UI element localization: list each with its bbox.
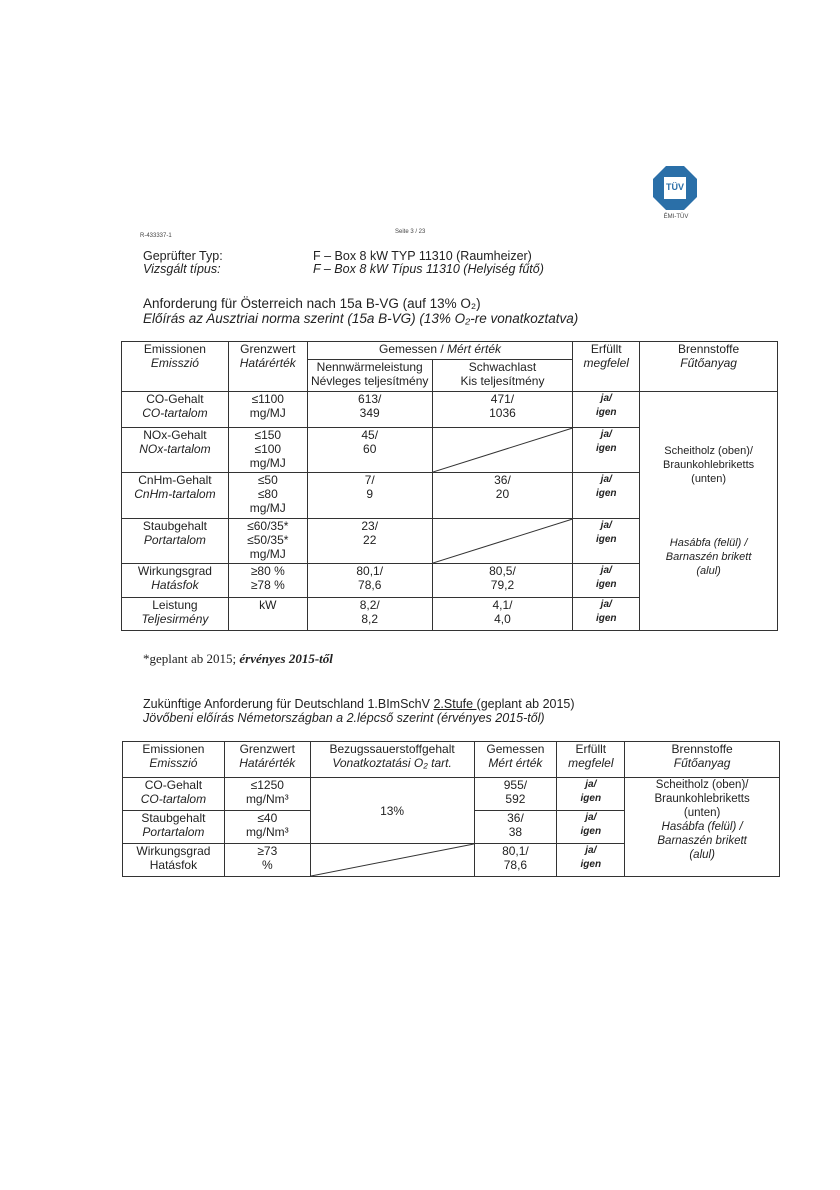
header-fuels xyxy=(640,342,778,392)
cell-text: 36/ xyxy=(507,811,524,825)
header-emissions xyxy=(123,742,225,778)
fuels-cell xyxy=(625,778,780,877)
cell-text: ≥73 xyxy=(257,844,278,858)
cell-text: Emissionen xyxy=(143,342,206,356)
limit-value xyxy=(224,778,310,811)
cell-text: ja/ xyxy=(600,599,612,610)
cell-text: ≤80 xyxy=(257,487,278,501)
cell-text: Határérték xyxy=(239,356,296,370)
cell-text: Mért érték xyxy=(488,756,543,770)
section2-title-de xyxy=(143,697,575,711)
cell-text: ≤50/35* xyxy=(247,533,289,547)
fulfilled-value xyxy=(557,778,625,811)
cell-text: ja/ xyxy=(585,779,597,790)
cell-text: ja/ xyxy=(600,520,612,531)
cell-text: Leistung xyxy=(152,598,198,612)
page-number: Seite 3 / 23 xyxy=(395,229,426,235)
emissions-table-germany xyxy=(122,741,780,877)
cell-text: Teljesirmény xyxy=(141,612,209,626)
cell-text: NOx-tartalom xyxy=(139,442,211,456)
cell-text: ja/ xyxy=(585,812,597,823)
header-fulfilled xyxy=(557,742,625,778)
cell-text: ≤50 xyxy=(257,473,278,487)
partial-value xyxy=(432,564,573,598)
fulfilled-value xyxy=(573,428,640,473)
emission-name xyxy=(122,519,229,564)
cell-text: ≤1100 xyxy=(251,392,284,406)
cell-text: igen xyxy=(595,443,617,454)
cell-text: Hatásfok xyxy=(151,578,199,592)
cell-text: 45/ xyxy=(361,428,379,442)
partial-value xyxy=(432,519,573,564)
reference-oxygen-value xyxy=(310,778,474,844)
header-reference-oxygen xyxy=(310,742,474,778)
not-applicable-slash xyxy=(311,844,474,876)
cell-text: Erfüllt xyxy=(590,342,622,356)
cell-text: CO-tartalom xyxy=(140,792,207,806)
partial-value xyxy=(432,428,573,473)
cell-text: CO-Gehalt xyxy=(146,392,204,406)
cell-text: Határérték xyxy=(239,756,296,770)
cell-text: Barnaszén brikett xyxy=(657,835,747,847)
cell-text: CnHm-tartalom xyxy=(134,487,216,501)
header-limit xyxy=(228,342,307,392)
cell-text: Braunkohlebriketts xyxy=(654,793,750,805)
cell-text: Névleges teljesítmény xyxy=(311,374,429,388)
cell-text: 1036 xyxy=(489,406,516,420)
cell-text: (alul) xyxy=(689,849,715,861)
logo-caption: ÉMI-TÜV xyxy=(663,214,689,220)
cell-text: 613/ xyxy=(358,392,382,406)
cell-text: 9 xyxy=(366,487,374,501)
limit-value xyxy=(228,392,307,428)
limit-value xyxy=(224,811,310,844)
cell-text: Hasábfa (felül) / xyxy=(669,537,748,549)
not-applicable-slash xyxy=(433,428,573,472)
cell-text: Scheitholz (oben)/ xyxy=(664,445,753,457)
cell-text: igen xyxy=(580,793,602,804)
partial-value xyxy=(432,392,573,428)
cell-text: (geplant ab 2015) xyxy=(476,697,575,711)
nominal-value xyxy=(307,428,432,473)
cell-text: Staubgehalt xyxy=(141,811,206,825)
cell-text: ja/ xyxy=(600,565,612,576)
cell-text: (unten) xyxy=(691,473,727,485)
cell-text: 4,1/ xyxy=(492,598,513,612)
cell-text: Braunkohlebriketts xyxy=(663,459,755,471)
measured-value xyxy=(474,778,557,811)
cell-text: Portartalom xyxy=(142,825,205,839)
fuels-cell xyxy=(640,392,778,631)
limit-value xyxy=(228,598,307,631)
cell-text: mg/MJ xyxy=(249,406,286,420)
cell-text: Barnaszén brikett xyxy=(665,551,752,563)
cell-text: 592 xyxy=(505,792,526,806)
cell-text: ja/ xyxy=(600,474,612,485)
cell-text: mg/MJ xyxy=(249,547,286,561)
cell-text: Wirkungsgrad xyxy=(136,844,211,858)
cell-text: (unten) xyxy=(683,807,721,819)
emission-name xyxy=(123,844,225,877)
footnote xyxy=(143,651,333,667)
emission-name xyxy=(122,392,229,428)
cell-text: 20 xyxy=(495,487,510,501)
limit-value xyxy=(228,473,307,519)
cell-text: Grenzwert xyxy=(239,742,295,756)
cell-text: Emisszió xyxy=(149,756,198,770)
cell-text: CO-tartalom xyxy=(142,406,208,420)
cell-text: CnHm-Gehalt xyxy=(138,473,212,487)
cell-text: mg/MJ xyxy=(249,501,286,515)
cell-text: Vonatkoztatási O₂ tart. xyxy=(332,756,452,770)
cell-text: ja/ xyxy=(600,393,612,404)
cell-text: Scheitholz (oben)/ xyxy=(655,779,749,791)
cell-text: Emissionen xyxy=(142,742,205,756)
fulfilled-value xyxy=(573,564,640,598)
cell-text: ≥78 % xyxy=(250,578,285,592)
section2-title-hu: Jövőbeni előírás Németországban a 2.lépcső szerint (érvényes 2015-től) xyxy=(143,711,545,725)
cell-text: 23/ xyxy=(361,519,379,533)
cell-text: ≤150 xyxy=(254,428,282,442)
cell-text: igen xyxy=(580,859,602,870)
nominal-value xyxy=(307,473,432,519)
document-id: R-433337-1 xyxy=(140,233,172,239)
cell-text: ≤40 xyxy=(257,811,278,825)
fulfilled-value xyxy=(557,811,625,844)
cell-text: mg/Nm³ xyxy=(245,792,289,806)
cell-text: 36/ xyxy=(494,473,511,487)
cell-text: Staubgehalt xyxy=(142,519,207,533)
fulfilled-value xyxy=(573,598,640,631)
not-applicable-slash xyxy=(433,519,573,563)
cell-text: 78,6 xyxy=(358,578,382,592)
cell-text: ≤100 xyxy=(254,442,282,456)
reference-oxygen-na xyxy=(310,844,474,877)
cell-text: Grenzwert xyxy=(240,342,296,356)
emission-name xyxy=(123,778,225,811)
emission-name xyxy=(122,428,229,473)
cell-text: ≤60/35* xyxy=(247,519,289,533)
table-row xyxy=(122,392,778,428)
cell-text: Bezugssauerstoffgehalt xyxy=(329,742,455,756)
type-label-hu: Vizsgált típus: xyxy=(143,262,221,276)
cell-text: Erfüllt xyxy=(575,742,607,756)
cell-text: megfelel xyxy=(568,756,614,770)
cell-text: Kis teljesítmény xyxy=(460,374,545,388)
cell-text: Zukünftige Anforderung für Deutschland 1.BImSchV xyxy=(143,697,434,711)
cell-text: Hasábfa (felül) / xyxy=(661,821,743,833)
type-value-de: F – Box 8 kW TYP 11310 (Raumheizer) xyxy=(313,249,532,263)
table-row xyxy=(123,778,780,811)
header-partial-load xyxy=(432,360,573,392)
cell-text: 349 xyxy=(359,406,380,420)
emission-name xyxy=(122,598,229,631)
cell-text: megfelel xyxy=(583,356,629,370)
nominal-value xyxy=(307,598,432,631)
cell-text: ja/ xyxy=(600,429,612,440)
type-value-hu: F – Box 8 kW Típus 11310 (Helyiség fűtő) xyxy=(313,262,544,276)
cell-text: Fűtőanyag xyxy=(680,356,737,370)
cell-text: mg/MJ xyxy=(249,456,286,470)
header-fulfilled xyxy=(573,342,640,392)
cell-text: 79,2 xyxy=(490,578,515,592)
section1-title-hu: Előírás az Ausztriai norma szerint (15a B-VG) (13% O₂-re vonatkoztatva) xyxy=(143,311,579,326)
fulfilled-value xyxy=(573,519,640,564)
cell-text: 78,6 xyxy=(503,858,528,872)
cell-text: érvényes 2015-től xyxy=(239,651,333,666)
measured-value xyxy=(474,844,557,877)
measured-value xyxy=(474,811,557,844)
nominal-value xyxy=(307,392,432,428)
cell-text: 22 xyxy=(363,533,377,547)
cell-text: ≥80 % xyxy=(250,564,285,578)
cell-text: 60 xyxy=(363,442,377,456)
cell-text: (alul) xyxy=(696,565,721,577)
limit-value xyxy=(224,844,310,877)
emission-name xyxy=(122,564,229,598)
header-limit xyxy=(224,742,310,778)
header-measured xyxy=(474,742,557,778)
cell-text: Brennstoffe xyxy=(671,742,733,756)
cell-text: 13% xyxy=(380,803,405,818)
cell-text: igen xyxy=(595,488,617,499)
cell-text: Wirkungsgrad xyxy=(137,564,212,578)
nominal-value xyxy=(307,564,432,598)
cell-text: Fűtőanyag xyxy=(673,756,731,770)
cell-text: igen xyxy=(595,407,617,418)
cell-text: 80,1/ xyxy=(356,564,384,578)
limit-value xyxy=(228,564,307,598)
cell-text: Emisszió xyxy=(150,356,199,370)
emission-name xyxy=(122,473,229,519)
cell-text: 955/ xyxy=(503,778,528,792)
limit-value xyxy=(228,428,307,473)
header-nominal-load xyxy=(307,360,432,392)
cell-text: kW xyxy=(259,598,277,612)
cell-text: Hatásfok xyxy=(149,858,198,872)
cell-text: ja/ xyxy=(585,845,597,856)
cell-text: Nennwärmeleistung xyxy=(316,360,423,374)
cell-text: 4,0 xyxy=(494,612,511,626)
cell-text: % xyxy=(261,858,273,872)
cell-text: CO-Gehalt xyxy=(144,778,203,792)
cell-text: 2.Stufe xyxy=(433,697,477,711)
cell-text: ≤1250 xyxy=(250,778,284,792)
header-fuels xyxy=(625,742,780,778)
limit-value xyxy=(228,519,307,564)
cell-text: Gemessen / xyxy=(378,342,448,356)
cell-text: igen xyxy=(595,534,617,545)
cell-text: Mért érték xyxy=(447,342,502,356)
cell-text: 8,2 xyxy=(361,612,379,626)
cell-text: 8,2/ xyxy=(359,598,380,612)
cell-text: Gemessen xyxy=(486,742,545,756)
cell-text: Portartalom xyxy=(143,533,206,547)
fulfilled-value xyxy=(557,844,625,877)
cell-text: igen xyxy=(580,826,602,837)
cell-text: 471/ xyxy=(490,392,515,406)
header-measured xyxy=(307,342,573,360)
cell-text: Schwachlast xyxy=(468,360,537,374)
cell-text: 80,1/ xyxy=(502,844,529,858)
emissions-table-austria xyxy=(121,341,778,631)
cell-text: 80,5/ xyxy=(489,564,516,578)
header-emissions xyxy=(122,342,229,392)
cell-text: *geplant ab 2015; xyxy=(143,651,237,666)
svg-text:TÜV: TÜV xyxy=(666,182,684,192)
emission-name xyxy=(123,811,225,844)
cell-text: igen xyxy=(595,613,617,624)
type-label-de: Geprüfter Typ: xyxy=(143,249,223,263)
cell-text: mg/Nm³ xyxy=(245,825,289,839)
cell-text: Brennstoffe xyxy=(678,342,740,356)
cell-text: 7/ xyxy=(364,473,375,487)
partial-value xyxy=(432,473,573,519)
cell-text: 38 xyxy=(508,825,523,839)
nominal-value xyxy=(307,519,432,564)
tuv-logo xyxy=(652,165,698,211)
cell-text: NOx-Gehalt xyxy=(143,428,207,442)
fulfilled-value xyxy=(573,473,640,519)
cell-text: igen xyxy=(595,579,617,590)
section1-title-de: Anforderung für Österreich nach 15a B-VG (auf 13% O₂) xyxy=(143,296,481,311)
partial-value xyxy=(432,598,573,631)
fulfilled-value xyxy=(573,392,640,428)
